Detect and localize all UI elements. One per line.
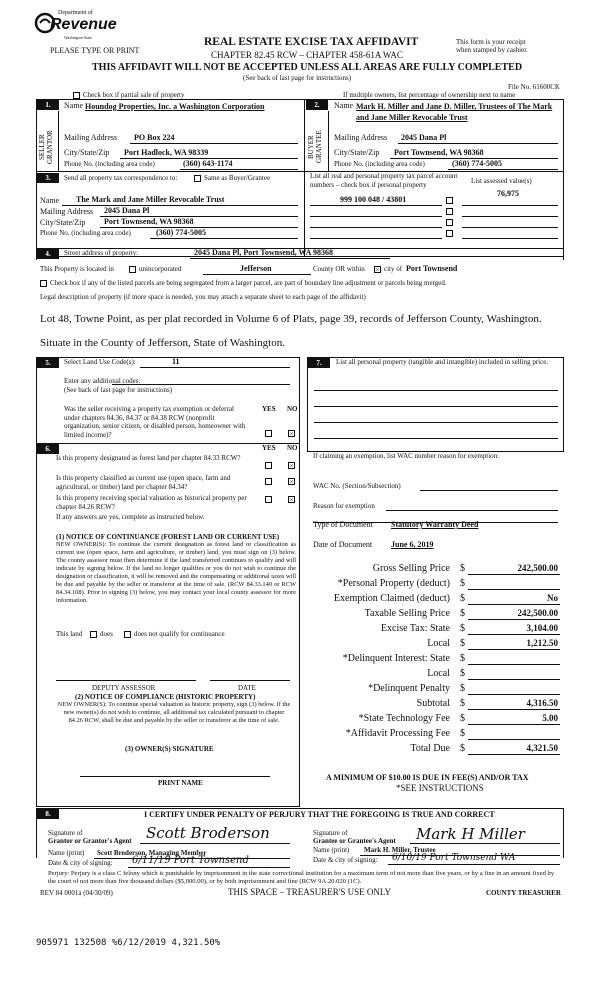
tax-row-label: *Delinquent Penalty — [368, 683, 450, 694]
exemption-yes-checkbox[interactable] — [265, 430, 272, 437]
forest-yes-checkbox[interactable] — [265, 462, 272, 469]
tax-row — [310, 698, 560, 711]
section5-yes: YES — [262, 405, 276, 413]
section-8-number: 8. — [37, 809, 59, 819]
wac-no-label: WAC No. (Section/Subsection) — [313, 482, 401, 490]
buyer-sig-label-2: Grantee or Grantee's Agent — [313, 837, 396, 845]
tax-row-label: *Delinquent Interest: State — [342, 653, 450, 664]
doc-type: Statutory Warranty Deed — [391, 520, 479, 529]
seller-sig-label-1: Signature of — [48, 829, 83, 837]
seller-mailing: PO Box 224 — [134, 133, 175, 142]
tax-row-label: Taxable Selling Price — [364, 608, 450, 619]
owner-signature-label: (3) OWNER(S) SIGNATURE — [125, 745, 214, 753]
receipt-note-2: when stamped by cashier. — [456, 46, 528, 54]
county-treasurer: COUNTY TREASURER — [486, 889, 561, 897]
any-yes-note: If any answers are yes, complete as instructed below. — [56, 513, 205, 521]
same-as-buyer-checkbox[interactable] — [194, 175, 201, 182]
seller-name-print-label: Name (print) — [48, 849, 85, 857]
exemption-wac-label: If claiming an exemption, list WAC number reason for exemption: — [313, 452, 500, 460]
city-of-label: city of — [384, 265, 403, 273]
dollar-sign: $ — [460, 593, 465, 604]
deputy-date-label: DATE — [238, 684, 256, 692]
receipt-stamp: 905971 132508 %6/12/2019 4,321.50% — [36, 938, 221, 948]
certify-title: I CERTIFY UNDER PENALTY OF PERJURY THAT THE FOREGOING IS TRUE AND CORRECT — [144, 810, 495, 819]
tax-row-label: *Personal Property (deduct) — [337, 578, 450, 589]
tax-row-value: 1,212.50 — [526, 638, 558, 648]
land-does-checkbox[interactable] — [90, 631, 97, 638]
treasurer-space: THIS SPACE – TREASURER'S USE ONLY — [228, 887, 392, 897]
segregated-label: Check box if any of the listed parcels are being segregated from a larger parcel, are part of boundary line adjustment or parcels being merged. — [50, 279, 447, 287]
dor-logo — [34, 8, 117, 40]
tax-row — [310, 668, 560, 681]
seller-side-label: SELLER GRANTOR — [38, 130, 54, 164]
city-checkbox[interactable]: × — [375, 266, 380, 274]
tax-row — [310, 563, 560, 576]
minimum-due-note: A MINIMUM OF $10.00 IS DUE IN FEE(S) AND/OR TAX — [326, 773, 529, 782]
personal-property-checkbox-1[interactable] — [446, 197, 453, 204]
tax-row-label: Excise Tax: State — [380, 623, 450, 634]
tax-row-label: Total Due — [410, 743, 450, 754]
located-label: This Property is located in — [40, 265, 114, 273]
this-land-label: This land — [56, 630, 83, 638]
buyer-name: Mark H. Miller and Jane D. Miller, Trustees of The Mark and Jane Miller Revocable Trust — [356, 102, 553, 122]
notice2-body: NEW OWNER(S): To continue special valuation as historic property, sign (3) below. If the new owner(s) do not wish to continue, all additional tax calculated pursuant to chapter 84.26 RCW, shall be due and payable by the seller or transferor at the time of sale. — [57, 701, 291, 724]
buyer-signature: Mark H Miller — [416, 825, 525, 843]
warning: THIS AFFIDAVIT WILL NOT BE ACCEPTED UNLESS ALL AREAS ARE FULLY COMPLETED — [92, 62, 523, 73]
corr-name-label: Name — [40, 196, 60, 205]
seller-city-label: City/State/Zip — [64, 148, 110, 157]
county-label: County OR within — [313, 265, 365, 273]
tax-row — [310, 623, 560, 636]
dollar-sign: $ — [460, 608, 465, 619]
seller-phone-label: Phone No. (including area code) — [64, 160, 155, 168]
forest-no-checkbox[interactable]: × — [289, 462, 294, 470]
tax-row-value: 4,321.50 — [526, 743, 558, 753]
tax-row-label: Local — [427, 638, 450, 649]
seller-sig-label-2: Grantor or Grantor's Agent — [48, 837, 132, 845]
corr-name: The Mark and Jane Miller Revocable Trust — [76, 195, 225, 204]
seller-name-label: Name — [64, 101, 84, 110]
additional-codes-label: Enter any additional codes: — [64, 377, 141, 385]
section-1-number: 1. — [37, 100, 59, 110]
perjury-notice: Perjury: Perjury is a class C felony which is punishable by imprisonment in the state correctional institution for a maximum term of not more than five years, or by a fine in an amount fixed by the court of not more than five thousand dollars ($5,000.00), or by both imprisonment and fine (RCW 9A.20.020 (1C). — [48, 870, 555, 885]
land-does-not-label: does not qualify for continuance — [134, 630, 225, 638]
partial-sale-label: Check box if partial sale of property — [83, 91, 185, 99]
tax-row-label: Subtotal — [416, 698, 450, 709]
reason-label: Reason for exemption — [313, 502, 375, 510]
legal-description-2: Situate in the County of Jefferson, State of Washington. — [40, 337, 285, 349]
notice1-title: (1) NOTICE OF CONTINUANCE (FOREST LAND OR CURRENT USE) — [56, 533, 280, 541]
exemption-question: Was the seller receiving a property tax exemption or deferral under chapters 84.36, 84.37 or 84.38 RCW (nonprofit organization, senior citizen, or disabled person, homeowner with limited income)? — [64, 405, 246, 439]
buyer-date-city: 6/10/19 Port Townsend WA — [392, 853, 516, 863]
parcel-header: List all real and personal property tax parcel account numbers – check box if personal property — [310, 172, 458, 189]
tax-row-value: 242,500.00 — [517, 608, 558, 618]
personal-property-checkbox-4[interactable] — [446, 230, 453, 237]
current-use-no-checkbox[interactable]: × — [289, 478, 294, 486]
see-back: (See back of last page for instructions) — [243, 74, 352, 82]
section5-no: NO — [287, 405, 298, 413]
street-label: Street address of property: — [64, 249, 139, 257]
historic-question: Is this property receiving special valuation as historical property per chapter 84.26 RCW? — [56, 494, 247, 511]
tax-row-value: 5.00 — [542, 713, 558, 723]
section-2-number: 2. — [306, 100, 328, 110]
form-title: REAL ESTATE EXCISE TAX AFFIDAVIT — [204, 36, 419, 48]
receipt-note-1: This form is your receipt — [456, 38, 526, 46]
dollar-sign: $ — [460, 578, 465, 589]
street-address: 2045 Dana Pl, Port Townsend, WA 98368 — [194, 248, 333, 257]
buyer-sig-label-1: Signature of — [313, 829, 348, 837]
seller-date-label: Date & city of signing: — [48, 859, 113, 867]
exemption-no-checkbox[interactable]: × — [289, 430, 294, 438]
assessed-header: List assessed value(s) — [471, 177, 532, 185]
county-name: Jefferson — [240, 264, 272, 273]
tax-row — [310, 578, 560, 591]
dollar-sign: $ — [460, 743, 465, 754]
tax-row-label: *State Technology Fee — [358, 713, 450, 724]
corr-city-label: City/State/Zip — [40, 218, 86, 227]
seller-mailing-label: Mailing Address — [64, 133, 118, 142]
tax-row — [310, 638, 560, 651]
tax-row — [310, 683, 560, 696]
doc-type-label: Type of Document — [313, 520, 373, 529]
unincorporated-checkbox[interactable] — [129, 266, 136, 273]
land-does-not-checkbox[interactable] — [124, 631, 131, 638]
notice2-title: (2) NOTICE OF COMPLIANCE (HISTORIC PROPERTY) — [75, 693, 256, 701]
tax-row-value: 242,500.00 — [517, 563, 558, 573]
notice1-body: NEW OWNER(S): To continue the current designation as forest land or classification as current use (open space, farm and agriculture, or timber) land, you must sign on (3) below. The county assessor must then determine if the land transferred continues to qualify and will indicate by signing below. If the land no longer qualifies or you do not wish to continue the designation or classification, it will be removed and the compensating or additional taxes will be due and payable by the seller or transferor at the time of sale. (RCW 84.33.140 or RCW 84.34.108). Prior to signing (3) below, you may contact your local county assessor for more information. — [56, 541, 296, 604]
tax-row — [310, 608, 560, 621]
legal-label: Legal description of property (if more space is needed, you may attach a separate sheet to each page of the affidavit) — [40, 293, 366, 301]
corr-phone: (360) 774-5005 — [156, 228, 206, 237]
tax-row-label: Local — [427, 668, 450, 679]
seller-date-city: 6/11/19 Port Townsend — [132, 855, 249, 866]
tax-row — [310, 713, 560, 726]
dollar-sign: $ — [460, 683, 465, 694]
dollar-sign: $ — [460, 563, 465, 574]
tax-row — [310, 728, 560, 741]
parcel-number: 999 100 048 / 43801 — [340, 195, 407, 204]
corr-mailing-label: Mailing Address — [40, 207, 94, 216]
doc-date: June 6, 2019 — [391, 540, 434, 549]
current-use-yes-checkbox[interactable] — [265, 478, 272, 485]
multiple-owners-label: If multiple owners, list percentage of ownership next to name — [343, 91, 516, 99]
tax-row-value: 3,104.00 — [526, 623, 558, 633]
tax-row-label: *Affidavit Processing Fee — [345, 728, 450, 739]
buyer-phone: (360) 774-5005 — [452, 159, 502, 168]
land-use-see-back: (See back of last page for instructions) — [64, 386, 173, 394]
section-3-number: 3. — [37, 173, 59, 183]
logo-department: Department of — [58, 10, 93, 16]
see-instructions: *SEE INSTRUCTIONS — [396, 783, 484, 793]
form-chapter: CHAPTER 82.45 RCW – CHAPTER 458-61A WAC — [211, 50, 403, 60]
personal-property-label: List all personal property (tangible and intangible) included in selling price. — [336, 358, 549, 366]
tax-table — [310, 563, 560, 753]
form-revision: REV 84 0001a (04/30/09) — [40, 889, 113, 897]
assessed-value: 76,975 — [497, 189, 519, 198]
dollar-sign: $ — [460, 638, 465, 649]
current-use-question: Is this property classified as current use (open space, farm and agricultural, or timber) land per chapter 84.34? — [56, 474, 231, 491]
tax-row — [310, 743, 560, 756]
tax-row-label: Exemption Claimed (deduct) — [333, 593, 450, 604]
tax-row — [310, 593, 560, 606]
tax-row-value: 4,316.50 — [526, 698, 558, 708]
segregated-checkbox[interactable] — [40, 280, 47, 287]
land-does-label: does — [100, 630, 113, 638]
seller-printed-name: Scott Broderson, Managing Member — [97, 849, 207, 857]
dollar-sign: $ — [460, 623, 465, 634]
print-name-label: PRINT NAME — [158, 779, 203, 787]
corr-city: Port Townsend, WA 98368 — [104, 217, 194, 226]
land-use-label: Select Land Use Code(s): — [64, 358, 136, 366]
logo-revenue: Revenue — [50, 16, 117, 33]
buyer-date-label: Date & city of signing: — [313, 856, 378, 864]
tax-row-value: No — [547, 593, 558, 603]
section-7-number: 7. — [308, 358, 330, 368]
partial-sale-checkbox[interactable] — [73, 92, 80, 99]
section-5-number: 5. — [37, 358, 59, 368]
land-use-code: 11 — [172, 357, 180, 366]
seller-name: Houndog Properties, Inc. a Washington Corporation — [85, 102, 265, 111]
personal-property-checkbox-2[interactable] — [446, 208, 453, 215]
corr-phone-label: Phone No. (including area code) — [40, 229, 131, 237]
buyer-mailing-label: Mailing Address — [334, 133, 388, 142]
dollar-sign: $ — [460, 653, 465, 664]
section6-no: NO — [287, 444, 298, 452]
tax-row-label: Gross Selling Price — [372, 563, 450, 574]
buyer-city: Port Townsend, WA 98368 — [394, 148, 484, 157]
section-6-number: 6. — [37, 444, 59, 454]
buyer-mailing: 2045 Dana Pl — [401, 133, 447, 142]
please-type: PLEASE TYPE OR PRINT — [50, 46, 140, 55]
tax-row — [310, 653, 560, 666]
forest-land-question: Is this property designated as forest land per chapter 84.33 RCW? — [56, 454, 241, 462]
buyer-name-label: Name — [334, 101, 354, 110]
historic-no-checkbox[interactable]: × — [289, 496, 294, 504]
seller-signature: Scott Broderson — [146, 824, 270, 842]
logo-state: Washington State — [64, 35, 93, 40]
doc-date-label: Date of Document — [313, 540, 373, 549]
buyer-side-label: BUYER GRANTEE — [307, 130, 323, 164]
buyer-printed-name: Mark H. Miller, Trustee — [364, 846, 436, 854]
legal-description-1: Lot 48, Towne Point, as per plat recorded in Volume 6 of Plats, page 39, records of Jefferson County, Washington. — [40, 313, 542, 325]
buyer-city-label: City/State/Zip — [334, 148, 380, 157]
corr-mailing: 2045 Dana Pl — [104, 206, 150, 215]
dollar-sign: $ — [460, 728, 465, 739]
personal-property-checkbox-3[interactable] — [446, 219, 453, 226]
seller-city: Port Hadlock, WA 98339 — [124, 148, 209, 157]
historic-yes-checkbox[interactable] — [265, 496, 272, 503]
deputy-assessor-label: DEPUTY ASSESSOR — [92, 684, 156, 692]
dollar-sign: $ — [460, 713, 465, 724]
city-name: Port Townsend — [406, 264, 458, 273]
file-no: File No. 61600CK — [508, 83, 560, 91]
buyer-phone-label: Phone No. (including area code) — [334, 160, 425, 168]
dollar-sign: $ — [460, 698, 465, 709]
same-as-buyer-label: Same as Buyer/Grantee — [204, 174, 271, 182]
section-4-number: 4. — [37, 249, 59, 259]
seller-phone: (360) 643-1174 — [183, 159, 233, 168]
dollar-sign: $ — [460, 668, 465, 679]
unincorporated-label: unincorporated — [139, 265, 182, 273]
section6-yes: YES — [262, 444, 276, 452]
buyer-name-print-label: Name (print) — [313, 846, 350, 854]
correspondence-label: Send all property tax correspondence to: — [64, 174, 178, 182]
